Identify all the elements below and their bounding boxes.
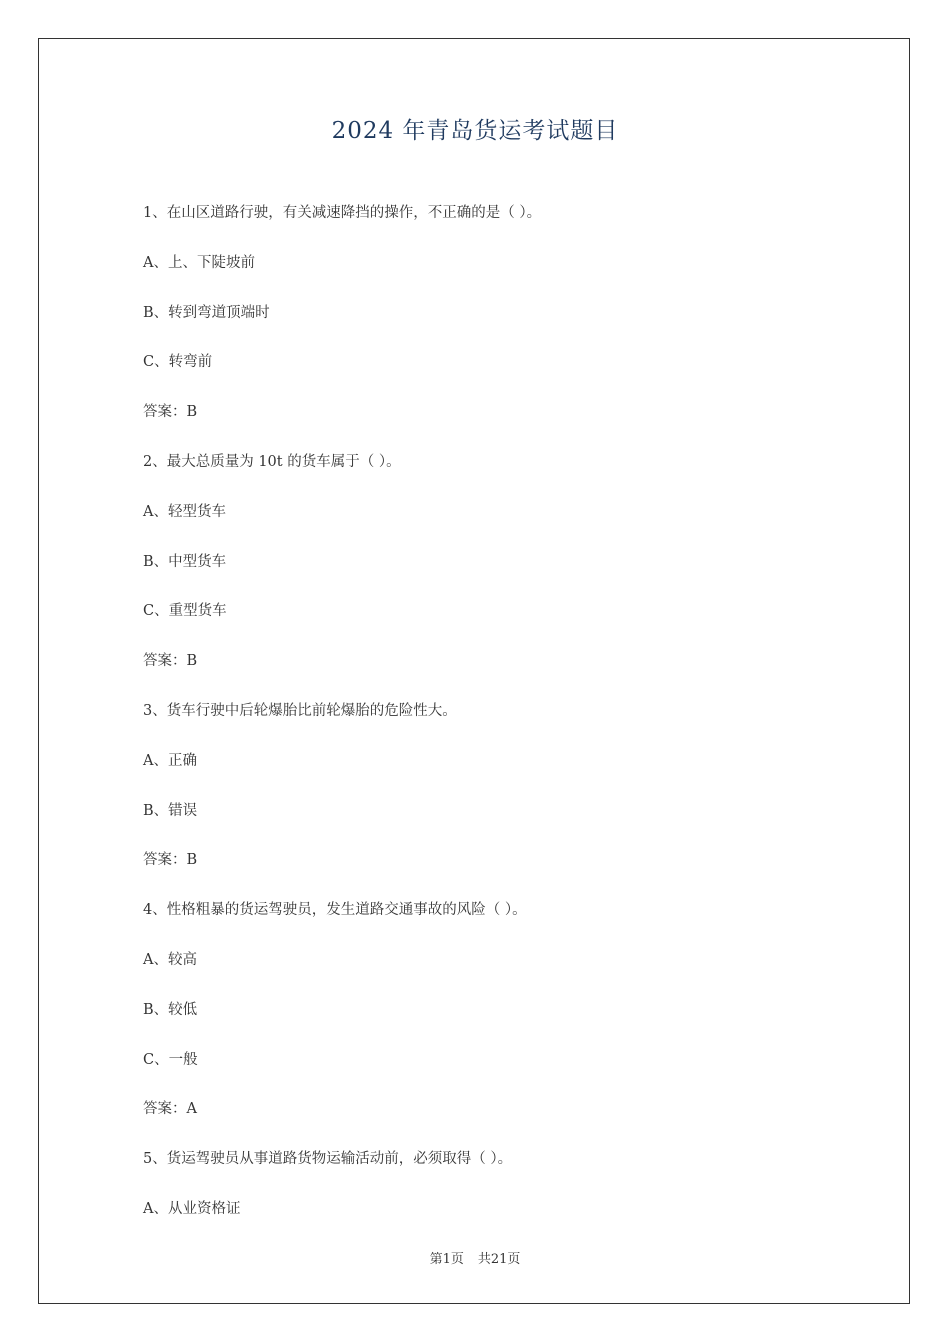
question-3-option-b: B、错误 xyxy=(143,802,198,819)
question-4-stem: 4、性格粗暴的货运驾驶员，发生道路交通事故的风险（ ）。 xyxy=(143,902,527,919)
question-2-stem: 2、最大总质量为 10t 的货车属于（ ）。 xyxy=(143,453,401,470)
page-number-total: 共21页 xyxy=(477,1252,521,1267)
question-2-option-c: C、重型货车 xyxy=(143,603,227,620)
question-1-option-b: B、转到弯道顶端时 xyxy=(143,304,270,321)
question-4-option-a: A、较高 xyxy=(143,951,197,968)
question-2-option-a: A、轻型货车 xyxy=(143,503,226,520)
document-title: 2024 年青岛货运考试题目 xyxy=(331,118,619,144)
page-footer xyxy=(0,1248,950,1267)
question-5-stem: 5、货运驾驶员从事道路货物运输活动前，必须取得（ ）。 xyxy=(143,1151,513,1168)
question-1-stem: 1、在山区道路行驶，有关减速降挡的操作，不正确的是（ ）。 xyxy=(143,205,542,221)
question-4-option-b: B、较低 xyxy=(143,1001,198,1018)
question-1-option-c: C、转弯前 xyxy=(143,354,213,371)
question-1-option-a: A、上、下陡坡前 xyxy=(143,254,255,271)
question-2-answer: 答案：B xyxy=(143,653,198,670)
question-2-option-b: B、中型货车 xyxy=(143,553,227,570)
question-4-option-c: C、一般 xyxy=(143,1051,198,1068)
question-1-answer: 答案：B xyxy=(143,404,198,421)
question-3-stem: 3、货车行驶中后轮爆胎比前轮爆胎的危险性大。 xyxy=(143,702,457,719)
question-3-answer: 答案：B xyxy=(143,852,198,869)
question-5-option-a: A、从业资格证 xyxy=(143,1200,241,1217)
question-3-option-a: A、正确 xyxy=(143,752,197,769)
page-number-current: 第1页 xyxy=(429,1252,464,1267)
question-list xyxy=(143,203,843,1249)
question-4-answer: 答案：A xyxy=(143,1101,197,1118)
